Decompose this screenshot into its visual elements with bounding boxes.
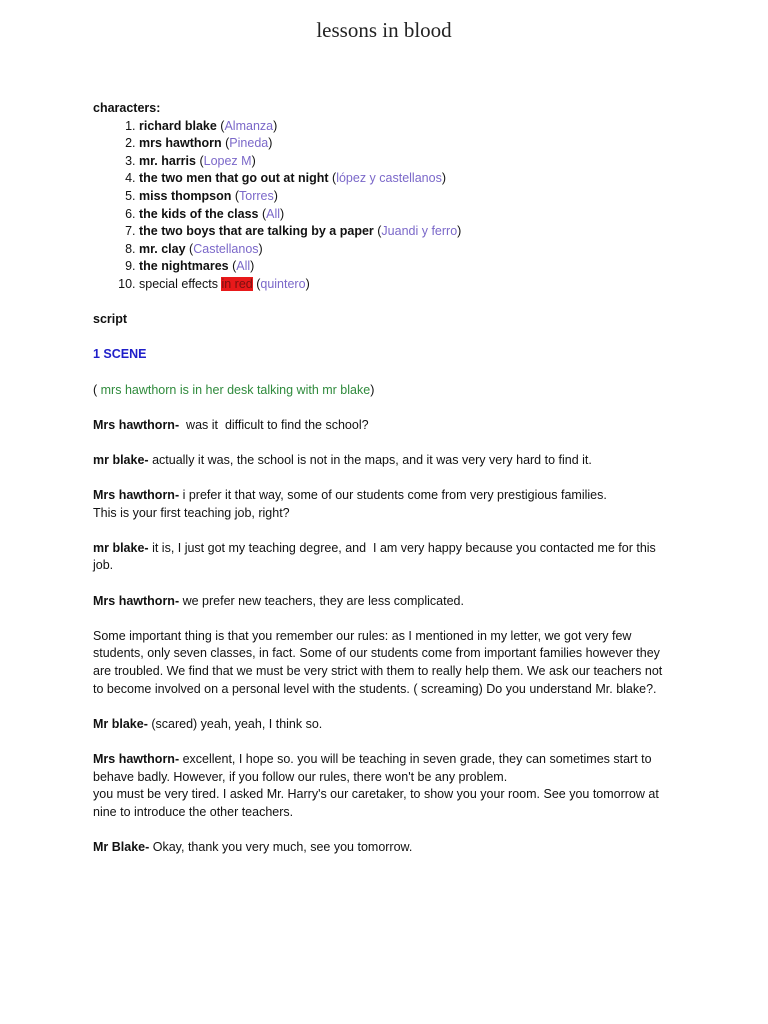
characters-list [93, 118, 673, 294]
character-name: the two men that go out at night [139, 171, 329, 186]
speaker-name: Mrs hawthorn- [93, 593, 180, 608]
list-item: 4. the two men that go out at night (lópez y castellanos) [139, 170, 673, 188]
speaker-name: Mrs hawthorn- [93, 751, 180, 766]
list-item: 5. miss thompson (Torres) [139, 188, 673, 206]
dialogue-text: (scared) yeah, yeah, I think so. [147, 716, 323, 731]
dialogue-text: it is, I just got my teaching degree, and I am very happy because you contacted me for this job. [93, 540, 660, 573]
dialogue-text: Some important thing is that you remember our rules: as I mentioned in my letter, we got very few students, only seven classes, in fact. Some of our students come from important families however they are troubled. We find that we must be very strict with them to really help them. We ask our teachers not to become involved on a personal level with the students. ( screaming) Do you understand Mr. blake?. [93, 628, 663, 696]
list-item: 3. mr. harris (Lopez M) [139, 153, 673, 171]
stage-direction-text: mrs hawthorn is in her desk talking with mr blake [100, 382, 371, 397]
actor-name: quintero [260, 276, 306, 291]
dialogue-line [93, 452, 673, 470]
character-name: the two boys that are talking by a paper [139, 224, 374, 239]
dialogue-line [93, 593, 673, 611]
speaker-name: mr blake- [93, 452, 149, 467]
dialogue-text-continued: you must be very tired. I asked Mr. Harry's our caretaker, to show you your room. See you tomorrow at nine to introduce the other teachers. [93, 787, 659, 819]
dialogue-text-continued: This is your first teaching job, right? [93, 505, 290, 520]
document-title: lessons in blood [316, 18, 452, 42]
list-item: 8. mr. clay (Castellanos) [139, 241, 673, 259]
dialogue-line [93, 839, 673, 857]
speaker-name: Mrs hawthorn- [93, 488, 180, 503]
scene-title: 1 SCENE [93, 347, 147, 362]
character-name: mr. clay [139, 241, 186, 256]
document-body [93, 100, 673, 874]
dialogue-line [93, 540, 673, 575]
actor-name: All [266, 206, 281, 221]
dialogue-line [93, 751, 673, 821]
actor-name: Juandi y ferro [381, 224, 458, 239]
actor-name: lópez y castellanos [336, 171, 442, 186]
list-item: 1. richard blake (Almanza) [139, 118, 673, 136]
dialogue-text: i prefer it that way, some of our students come from very prestigious families. [179, 488, 607, 503]
dialogue-text: was it difficult to find the school? [179, 417, 369, 432]
speaker-name: Mrs hawthorn- [93, 417, 180, 432]
dialogue-paragraph [93, 628, 673, 698]
list-item: 2. mrs hawthorn (Pineda) [139, 135, 673, 153]
list-item: 10. special effects in red (quintero) [139, 276, 673, 294]
dialogue-text: actually it was, the school is not in the maps, and it was very very hard to find it. [148, 452, 592, 467]
character-name: the kids of the class [139, 206, 259, 221]
special-effects-label: special effects [139, 276, 222, 291]
character-name: miss thompson [139, 188, 232, 203]
actor-name: Castellanos [193, 241, 259, 256]
list-item: 7. the two boys that are talking by a paper (Juandi y ferro) [139, 223, 673, 241]
character-name: the nightmares [139, 259, 229, 274]
speaker-name: Mr Blake- [93, 839, 150, 854]
character-name: mr. harris [139, 153, 196, 168]
actor-name: Almanza [224, 118, 274, 133]
dialogue-line [93, 487, 673, 522]
character-name: mrs hawthorn [139, 136, 222, 151]
character-name: richard blake [139, 118, 217, 133]
actor-name: Torres [239, 188, 274, 203]
script-label: script [93, 312, 128, 327]
actor-name: All [236, 259, 251, 274]
actor-name: Lopez M [203, 153, 252, 168]
list-item: 6. the kids of the class (All) [139, 206, 673, 224]
speaker-name: mr blake- [93, 540, 149, 555]
actor-name: Pineda [229, 136, 269, 151]
dialogue-line [93, 417, 673, 435]
dialogue-text: we prefer new teachers, they are less complicated. [179, 593, 464, 608]
characters-heading: characters: [93, 101, 161, 115]
dialogue-line [93, 716, 673, 734]
list-item: 9. the nightmares (All) [139, 258, 673, 276]
dialogue-text: Okay, thank you very much, see you tomorrow. [149, 839, 413, 854]
stage-direction: ( mrs hawthorn is in her desk talking with mr blake) [93, 382, 375, 397]
special-effects-highlight: in red [221, 276, 253, 291]
speaker-name: Mr blake- [93, 716, 148, 731]
dialogue-text: excellent, I hope so. you will be teaching in seven grade, they can sometimes start to behave badly. However, if you follow our rules, there won't be any problem. [93, 751, 652, 784]
